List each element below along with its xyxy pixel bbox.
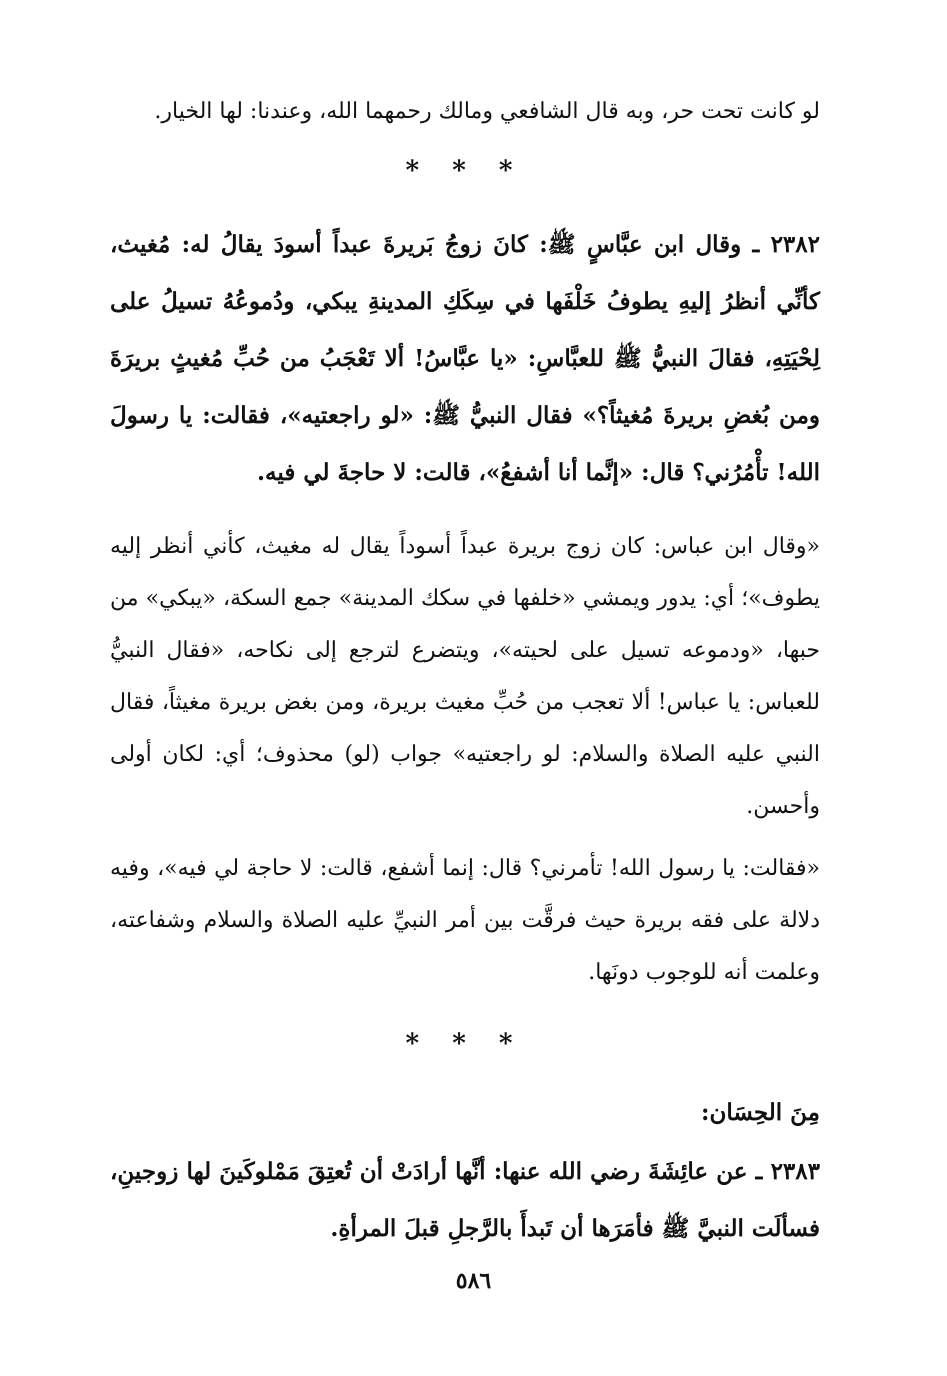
page-body (110, 92, 820, 1257)
hadith-2383: ٢٣٨٣ ـ عن عائِشَةَ رضي الله عنها: أنَّها أرادَتْ أن تُعتِقَ مَمْلوكَينَ لها زوجينِ، فسألَت النبيَّ ﷺ فأمَرَها أن تَبدأَ بالرَّجلِ قبلَ المرأةِ. (110, 1158, 820, 1242)
continuation-line: لو كانت تحت حر، وبه قال الشافعي ومالك رحمهما الله، وعندنا: لها الخيار. (154, 99, 820, 124)
section-separator: * * * (405, 156, 525, 186)
commentary-paragraph: «وقال ابن عباس: كان زوج بريرة عبداً أسوداً يقال له مغيث، كأني أنظر إليه يطوف»؛ أي: يدور ويمشي «خلفها في سكك المدينة» جمع السكة، «يبكي» من حبها، «ودموعه تسيل على لحيته»، ويتضرع لترجع إلى نكاحه، «فقال النبيُّ للعباس: يا عباس! ألا تعجب من حُبِّ مغيث بريرة، ومن بغض بريرة مغيثاً، فقال النبي عليه الصلاة والسلام: لو راجعتيه» جواب (لو) محذوف؛ أي: لكان أولى وأحسن. (110, 534, 820, 819)
commentary-paragraph: «فقالت: يا رسول الله! تأمرني؟ قال: إنما أشفع، قالت: لا حاجة لي فيه»، وفيه دلالة على فقه بريرة حيث فرقَّت بين أمر النبيِّ عليه الصلاة والسلام وشفاعته، وعلمت أنه للوجوب دونَها. (110, 856, 820, 985)
page-number: ٥٨٦ (455, 1268, 492, 1294)
section-heading: مِنَ الحِسَان: (701, 1099, 820, 1126)
hadith-2382: ٢٣٨٢ ـ وقال ابن عبَّاسٍ ﷺ: كانَ زوجُ بَريرةَ عبداً أسودَ يقالُ له: مُغيث، كأنِّي أنظرُ إليهِ يطوفُ خَلْفَها في سِكَكِ المدينةِ يبكي، ودُموعُهُ تسيلُ على لِحْيَتِهِ، فقالَ النبيُّ ﷺ للعبَّاسِ: «يا عبَّاسُ! ألا تَعْجَبُ من حُبِّ مُغيثٍ بريرَةَ ومن بُغضِ بريرةَ مُغيثاً؟» فقال النبيُّ ﷺ: «لو راجعتيه»، فقالت: يا رسولَ الله! تأْمُرُني؟ قال: «إنَّما أنا أشفعُ»، قالت: لا حاجةَ لي فيه. (110, 231, 820, 486)
section-separator: * * * (405, 1029, 525, 1059)
